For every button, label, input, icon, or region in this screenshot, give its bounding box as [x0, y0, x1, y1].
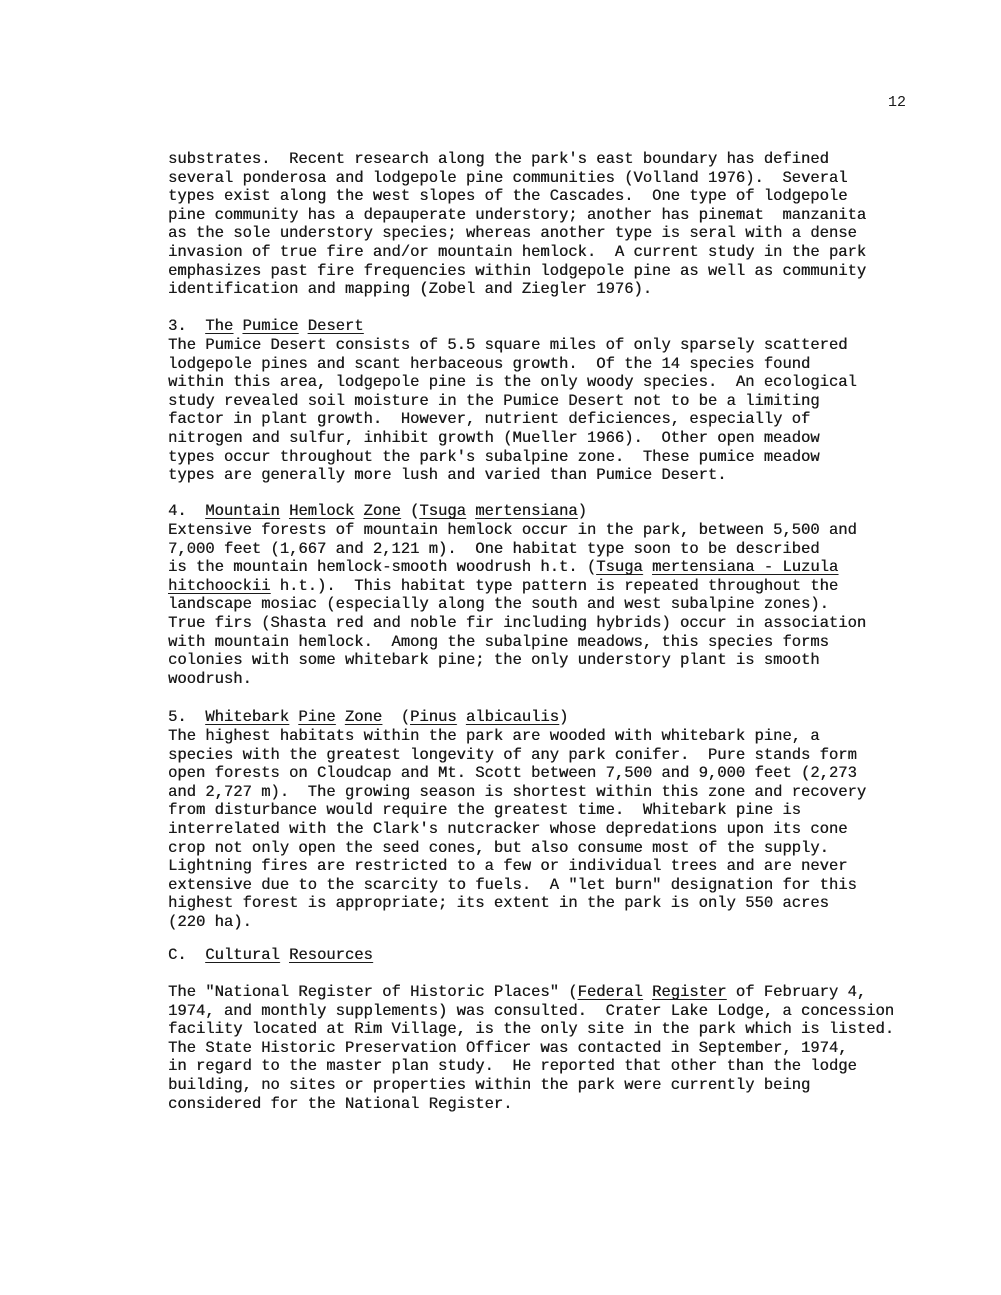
text-segment: 4.: [168, 502, 206, 520]
underlined-text: hitchoockii: [168, 576, 271, 595]
text-segment: [298, 317, 307, 335]
underlined-text: Tsuga: [419, 502, 466, 520]
text-line: [168, 317, 364, 336]
text-segment: of February 4,: [726, 983, 867, 1001]
heading-mountain-hemlock: [168, 502, 587, 521]
para-pumice-desert: [168, 336, 857, 485]
underlined-text: Resources: [289, 946, 373, 964]
text-line: [168, 708, 568, 727]
text-line: landscape mosiac (especially along the south and west subalpine zones).: [168, 595, 829, 614]
text-segment: [466, 502, 475, 520]
text-line: highest forest is appropriate; its extent in the park is only 550 acres: [168, 894, 829, 913]
text-line: pine community has a depauperate understory; another has pinemat manzanita: [168, 205, 867, 224]
text-line: The Pumice Desert consists of 5.5 square miles of only sparsely scattered: [168, 336, 848, 354]
text-line: (220 ha).: [168, 912, 252, 931]
text-segment: (: [400, 502, 420, 520]
text-line: True firs (Shasta red and noble fir including hybrids) occur in association: [168, 613, 867, 632]
text-segment: (: [382, 708, 411, 726]
text-segment: h.t.). This habitat type pattern is repeated throughout the: [270, 576, 839, 595]
text-line: [168, 577, 866, 596]
para-cultural-resources: [168, 983, 894, 1113]
text-line: factor in plant growth. However, nutrient deficiences, especially of: [168, 410, 811, 429]
text-line: in regard to the master plan study. He reported that other than the lodge: [168, 1057, 857, 1076]
underlined-text: Zone: [344, 708, 383, 726]
heading-pumice-desert: [168, 317, 364, 336]
text-line: with mountain hemlock. Among the subalpine meadows, this species forms: [168, 632, 829, 651]
text-segment: [280, 946, 289, 964]
heading-cultural-resources: [168, 946, 373, 965]
text-line: types exist along the west slopes of the Cascades. One type of lodgepole: [168, 187, 848, 206]
underlined-text: Whitebark: [205, 708, 290, 726]
text-line: [168, 502, 587, 521]
underlined-text: mertensiana - Luzula: [652, 558, 839, 577]
underlined-text: Pinus: [410, 708, 457, 726]
text-segment: [643, 983, 652, 1001]
text-line: facility located at Rim Village, is the only site in the park which is listed.: [168, 1020, 895, 1039]
underlined-text: Hemlock: [289, 502, 355, 520]
text-line: open forests on Cloudcap and Mt. Scott between 7,500 and 9,000 feet (2,273: [168, 764, 857, 783]
text-line: from disturbance would require the greatest time. Whitebark pine is: [168, 801, 801, 820]
text-line: colonies with some whitebark pine; the only understory plant is smooth: [168, 651, 820, 670]
text-segment: [336, 708, 345, 726]
text-segment: is the mountain hemlock-smooth woodrush h.t. (: [168, 558, 597, 577]
text-segment: ): [577, 502, 587, 520]
heading-whitebark-pine: [168, 708, 568, 727]
text-line: identification and mapping (Zobel and Ziegler 1976).: [168, 280, 653, 299]
underlined-text: Cultural: [205, 946, 280, 964]
text-line: 1974, and monthly supplements) was consulted. Crater Lake Lodge, a concession: [168, 1001, 895, 1020]
para-substrates: [168, 150, 866, 299]
para-mountain-hemlock: [168, 521, 866, 688]
text-line: considered for the National Register.: [168, 1094, 513, 1113]
text-segment: ): [558, 708, 569, 726]
text-line: species with the greatest longevity of any park conifer. Pure stands form: [168, 745, 857, 764]
para-whitebark-pine: [168, 727, 866, 932]
text-line: [168, 983, 894, 1002]
underlined-text: mertensiana: [475, 502, 578, 520]
text-line: types occur throughout the park's subalpine zone. These pumice meadow: [168, 447, 820, 466]
underlined-text: Tsuga: [596, 558, 643, 577]
text-line: within this area, lodgepole pine is the only woody species. An ecological: [168, 373, 857, 392]
text-line: 7,000 feet (1,667 and 2,121 m). One habitat type soon to be described: [168, 539, 820, 558]
text-line: The State Historic Preservation Officer was contacted in September, 1974,: [168, 1038, 848, 1057]
text-segment: [643, 558, 652, 576]
underlined-text: Desert: [307, 317, 364, 335]
underlined-text: albicaulis: [465, 708, 559, 726]
text-segment: [457, 708, 466, 726]
text-line: study revealed soil moisture in the Pumice Desert not to be a limiting: [168, 391, 820, 410]
text-line: invasion of true fire and/or mountain hemlock. A current study in the park: [168, 242, 867, 261]
text-segment: [289, 708, 298, 726]
text-line: emphasizes past fire frequencies within lodgepole pine as well as community: [168, 261, 867, 280]
text-segment: The "National Register of Historic Places" (: [168, 983, 578, 1001]
text-segment: 3.: [168, 317, 206, 335]
text-line: substrates. Recent research along the park's east boundary has defined: [168, 150, 829, 168]
text-line: woodrush.: [168, 669, 252, 688]
text-line: and 2,727 m). The growing season is shortest within this zone and recovery: [168, 782, 867, 801]
text-line: types are generally more lush and varied than Pumice Desert.: [168, 466, 727, 485]
underlined-text: Register: [652, 983, 727, 1001]
text-line: several ponderosa and lodgepole pine communities (Volland 1976). Several: [168, 168, 848, 187]
text-line: [168, 946, 373, 965]
text-line: lodgepole pines and scant herbaceous growth. Of the 14 species found: [168, 354, 811, 373]
underlined-text: Federal: [577, 983, 643, 1001]
text-segment: C.: [168, 946, 206, 964]
underlined-text: The: [205, 317, 234, 335]
text-line: as the sole understory species; whereas another type is seral with a dense: [168, 224, 857, 243]
underlined-text: Pumice: [242, 317, 299, 335]
underlined-text: Pine: [298, 708, 336, 726]
text-line: crop not only open the seed cones, but also consume most of the supply.: [168, 838, 829, 857]
text-line: interrelated with the Clark's nutcracker whose depredations upon its cone: [168, 819, 848, 838]
text-segment: [280, 502, 289, 520]
text-line: nitrogen and sulfur, inhibit growth (Mueller 1966). Other open meadow: [168, 428, 820, 447]
text-segment: 5.: [168, 708, 206, 726]
text-line: Lightning fires are restricted to a few or individual trees and are never: [168, 857, 848, 876]
text-line: extensive due to the scarcity to fuels. A "let burn" designation for this: [168, 875, 857, 894]
text-line: [168, 558, 866, 577]
text-line: building, no sites or properties within the park were currently being: [168, 1075, 811, 1094]
underlined-text: Zone: [363, 502, 401, 520]
page-number: 12: [888, 94, 907, 111]
underlined-text: Mountain: [205, 502, 280, 520]
text-line: The highest habitats within the park are wooded with whitebark pine, a: [168, 727, 820, 745]
text-line: Extensive forests of mountain hemlock occur in the park, between 5,500 and: [168, 521, 857, 539]
